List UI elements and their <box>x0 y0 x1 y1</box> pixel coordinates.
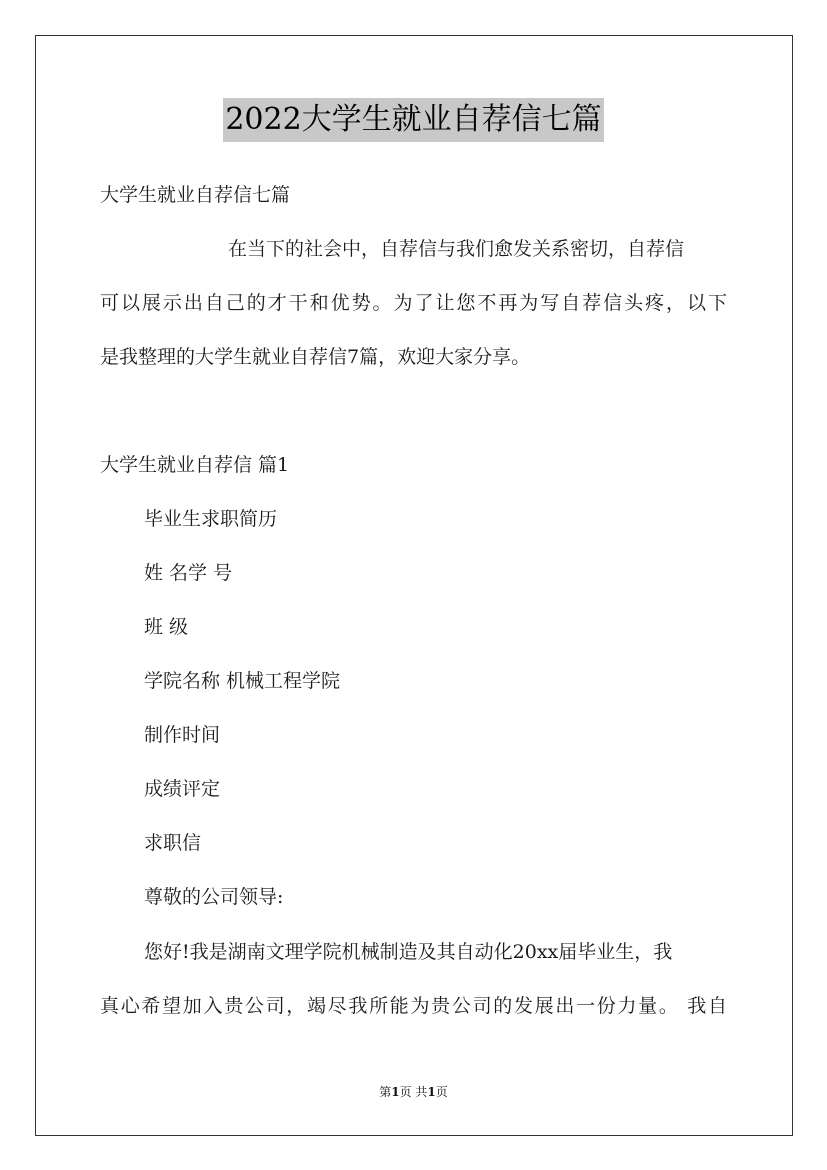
footer-page-prefix: 第 <box>379 1085 392 1099</box>
footer-page-number: 1 <box>391 1085 400 1099</box>
footer-page-suffix: 页 <box>435 1085 448 1099</box>
subtitle: 大学生就业自荐信七篇 <box>100 184 291 206</box>
document-title: 2022大学生就业自荐信七篇 <box>223 98 603 142</box>
footer-page-mid: 页 共 <box>399 1085 428 1099</box>
body-line-2: 真心希望加入贵公司，竭尽我所能为贵公司的发展出一份力量。 我自 <box>100 995 727 1017</box>
section-heading: 大学生就业自荐信 篇1 <box>100 454 290 476</box>
college-field: 学院名称 机械工程学院 <box>144 670 341 692</box>
title-container <box>0 98 827 142</box>
footer-page-total: 1 <box>427 1085 436 1099</box>
intro-line-3: 是我整理的大学生就业自荐信7篇，欢迎大家分享。 <box>100 346 531 368</box>
made-time-field: 制作时间 <box>144 724 221 746</box>
page-footer <box>0 1084 827 1100</box>
class-field: 班 级 <box>144 616 189 638</box>
body-line-1: 您好!我是湖南文理学院机械制造及其自动化20xx届毕业生，我 <box>144 941 673 963</box>
resume-title: 毕业生求职简历 <box>144 508 278 530</box>
intro-line-1: 在当下的社会中，自荐信与我们愈发关系密切，自荐信 <box>228 238 685 260</box>
name-id-field: 姓 名学 号 <box>144 562 233 584</box>
salutation: 尊敬的公司领导: <box>144 886 284 908</box>
intro-line-2: 可以展示出自己的才干和优势。为了让您不再为写自荐信头疼，以下 <box>100 292 727 314</box>
cover-letter-heading: 求职信 <box>144 832 202 854</box>
grade-eval-field: 成绩评定 <box>144 778 221 800</box>
